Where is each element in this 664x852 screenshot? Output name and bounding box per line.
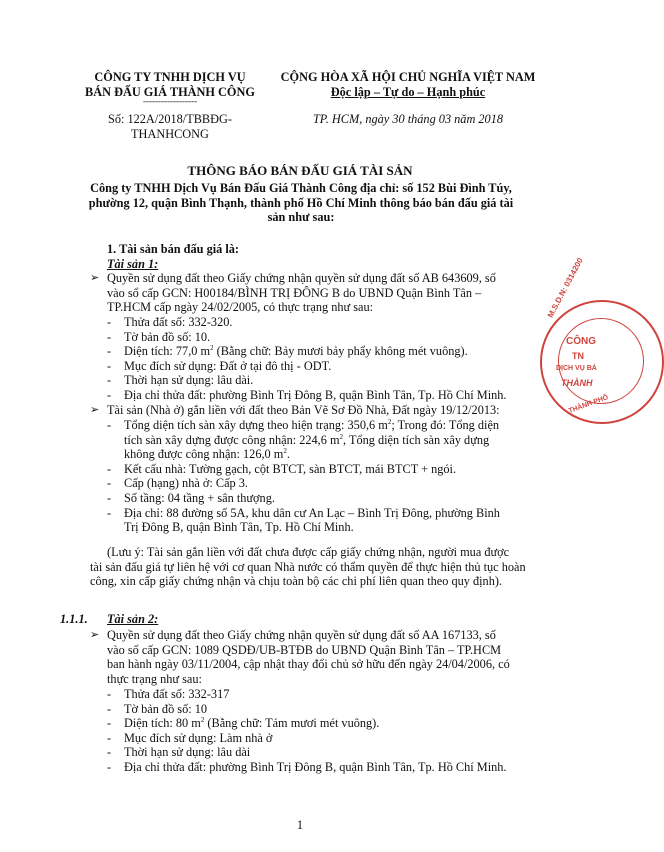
list-item bbox=[107, 687, 547, 702]
company-seal-inner-ring bbox=[558, 318, 644, 404]
seal-line5: THÀNH PHỐ bbox=[567, 394, 610, 415]
seal-line4: THÀNH bbox=[561, 378, 593, 388]
company-name-line1: CÔNG TY TNHH DỊCH VỤ bbox=[94, 70, 246, 84]
asset2-land-line3: ban hành ngày 03/11/2004, cập nhật thay đổi chủ sở hữu đến ngày 24/04/2006, có bbox=[107, 657, 510, 672]
list-item bbox=[107, 476, 547, 491]
arrow-bullet-icon: ➢ bbox=[90, 404, 100, 416]
dash-bullet: - bbox=[107, 490, 112, 505]
company-divider: ------------------ bbox=[143, 96, 197, 106]
list-item bbox=[107, 330, 547, 345]
intro-line1: Công ty TNHH Dịch Vụ Bán Đấu Giá Thành Công địa chỉ: số 152 Bùi Đình Túy, bbox=[90, 181, 512, 195]
asset2-plot: Thửa đất số: 332-317 bbox=[124, 687, 230, 701]
asset1-address: Địa chỉ thửa đất: phường Bình Trị Đông B, quận Bình Tân, Tp. Hồ Chí Minh. bbox=[124, 387, 507, 402]
dash-bullet: - bbox=[107, 476, 112, 491]
asset1-map: Tờ bản đồ số: 10. bbox=[124, 329, 211, 344]
list-item bbox=[107, 745, 547, 760]
asset1-term: Thời hạn sử dụng: lâu dài. bbox=[124, 373, 254, 388]
company-name bbox=[60, 70, 280, 99]
asset2-land-line4: thực trạng như sau: bbox=[107, 671, 202, 686]
asset1-purpose: Mục đích sử dụng: Đất ở tại đô thị - ODT. bbox=[124, 358, 332, 373]
intro-paragraph bbox=[70, 181, 532, 225]
seal-line1: CÔNG bbox=[566, 336, 596, 347]
asset2-land-line2: vào sổ cấp GCN: 1089 QSDĐ/UB-BTĐB do UBND Quận Bình Tân – TP.HCM bbox=[107, 642, 502, 657]
asset2-map: Tờ bản đồ số: 10 bbox=[124, 701, 208, 716]
doc-number-line2: THANHCONG bbox=[131, 126, 209, 141]
dash-bullet: - bbox=[107, 730, 112, 745]
asset2-purpose: Mục đích sử dụng: Làm nhà ở bbox=[124, 730, 273, 745]
house-grade: Cấp (hạng) nhà ở: Cấp 3. bbox=[124, 476, 248, 491]
house-floor-line2: tích sàn xây dựng được công nhận: 224,6 $m^2$, Tổng diện tích sàn xây dựng bbox=[124, 432, 490, 447]
section2-number: 1.1.1. bbox=[60, 612, 88, 626]
arrow-bullet-icon: ➢ bbox=[90, 629, 100, 641]
seal-ring-text: M.S.D.N: 0314200 bbox=[545, 256, 585, 320]
dash-bullet: - bbox=[107, 701, 112, 716]
intro-line2: phường 12, quận Bình Thạnh, thành phố Hồ Chí Minh thông báo bán đấu giá tài bbox=[88, 195, 514, 210]
house-title: Tài sản (Nhà ở) gắn liền với đất theo Bản Vẽ Sơ Đồ Nhà, Đất ngày 19/12/2013: bbox=[107, 403, 500, 417]
page-number: 1 bbox=[296, 818, 304, 832]
dash-bullet: - bbox=[107, 418, 112, 432]
house-structure: Kết cấu nhà: Tường gạch, cột BTCT, sàn BTCT, mái BTCT + ngói. bbox=[124, 461, 457, 476]
house-item bbox=[90, 403, 550, 418]
asset2-area: Diện tích: 80 $m^2$ (Bằng chữ: Tám mươi mét vuông). bbox=[124, 716, 380, 731]
asset1-area: Diện tích: 77,0 $m^2$ (Bằng chữ: Bảy mươi bảy phẩy không mét vuông). bbox=[124, 344, 468, 359]
dash-bullet: - bbox=[107, 373, 112, 388]
dash-bullet: - bbox=[107, 315, 112, 329]
issue-date: TP. HCM, ngày 30 tháng 03 năm 2018 bbox=[312, 112, 504, 126]
arrow-bullet-icon: ➢ bbox=[90, 272, 100, 284]
dash-bullet: - bbox=[107, 344, 112, 359]
house-address-line2: Trị Đông B, quận Bình Tân, Tp. Hồ Chí Minh. bbox=[124, 520, 354, 535]
asset2-land-item bbox=[90, 628, 550, 686]
dash-bullet: - bbox=[107, 358, 112, 373]
note-line3: công, xin cấp giấy chứng nhận và chịu toàn bộ các chi phí liên quan theo quy định). bbox=[90, 574, 503, 589]
intro-line3: sản như sau: bbox=[267, 210, 335, 225]
asset2-land-line1: Quyền sử dụng đất theo Giấy chứng nhận quyền sử dụng đất số AA 167133, số bbox=[107, 628, 496, 642]
dash-bullet: - bbox=[107, 759, 112, 774]
note-paragraph bbox=[90, 545, 550, 589]
list-item bbox=[107, 344, 547, 359]
asset2-details bbox=[107, 687, 547, 775]
dash-bullet: - bbox=[107, 745, 112, 760]
seal-line3: DỊCH VỤ BÁ bbox=[556, 365, 597, 372]
list-item bbox=[107, 373, 547, 388]
doc-number bbox=[60, 112, 280, 141]
asset1-land-line2: vào sổ cấp GCN: H00184/BÌNH TRỊ ĐÔNG B do UBND Quận Bình Tân – bbox=[107, 285, 482, 300]
house-details bbox=[107, 418, 547, 535]
asset1-plot: Thửa đất số: 332-320. bbox=[124, 315, 233, 329]
seal-line2: TN bbox=[572, 351, 584, 361]
note-line1: (Lưu ý: Tài sản gắn liền với đất chưa được cấp giấy chứng nhận, người mua được bbox=[107, 545, 510, 559]
note-line2: tài sản đấu giá tự liên hệ với cơ quan Nhà nước có thẩm quyền để thực hiện thủ tục hoàn bbox=[90, 559, 526, 574]
list-item bbox=[107, 359, 547, 374]
house-address-line1: Địa chỉ: 88 đường số 5A, khu dân cư An Lạc – Bình Trị Đông, phường Bình bbox=[124, 505, 500, 520]
dash-bullet: - bbox=[107, 387, 112, 402]
list-item bbox=[107, 702, 547, 717]
list-item bbox=[107, 716, 547, 731]
asset1-land-line3: TP.HCM cấp ngày 24/02/2005, có thực trạng như sau: bbox=[107, 300, 374, 315]
asset1-land-line1: Quyền sử dụng đất theo Giấy chứng nhận quyền sử dụng đất số AB 643609, số bbox=[107, 271, 496, 285]
list-item bbox=[107, 418, 547, 462]
dash-bullet: - bbox=[107, 687, 112, 701]
list-item bbox=[107, 315, 547, 330]
house-floor-line1: Tổng diện tích sàn xây dựng theo hiện trạng: 350,6 $m^2$; Trong đó: Tổng diện bbox=[124, 418, 500, 432]
asset1-label: Tài sản 1: bbox=[107, 257, 159, 271]
page-title: THÔNG BÁO BÁN ĐẤU GIÁ TÀI SẢN bbox=[187, 163, 413, 178]
list-item bbox=[107, 462, 547, 477]
list-item bbox=[107, 731, 547, 746]
house-floor-line3: không được công nhận: 126,0 $m^2$. bbox=[124, 447, 290, 462]
asset2-label: Tài sản 2: bbox=[107, 612, 159, 626]
house-floors: Số tầng: 04 tầng + sân thượng. bbox=[124, 490, 275, 505]
list-item bbox=[107, 491, 547, 506]
asset1-details bbox=[107, 315, 547, 403]
doc-number-line1: Số: 122A/2018/TBBĐG- bbox=[107, 112, 232, 126]
list-item bbox=[107, 506, 547, 535]
asset2-term: Thời hạn sử dụng: lâu dài bbox=[124, 745, 251, 760]
national-title: CỘNG HÒA XÃ HỘI CHỦ NGHĨA VIỆT NAM bbox=[280, 70, 536, 84]
company-name-line2: BÁN ĐẤU GIÁ THÀNH CÔNG bbox=[85, 84, 255, 99]
national-motto bbox=[258, 70, 558, 99]
list-item bbox=[107, 388, 547, 403]
company-seal bbox=[540, 256, 664, 424]
dash-bullet: - bbox=[107, 716, 112, 731]
dash-bullet: - bbox=[107, 329, 112, 344]
dash-bullet: - bbox=[107, 505, 112, 520]
asset2-address: Địa chỉ thửa đất: phường Bình Trị Đông B, quận Bình Tân, Tp. Hồ Chí Minh. bbox=[124, 759, 507, 774]
national-slogan: Độc lập – Tự do – Hạnh phúc bbox=[330, 84, 486, 99]
section1-heading: 1. Tài sản bán đấu giá là: bbox=[107, 242, 240, 256]
list-item bbox=[107, 760, 547, 775]
asset1-land-item bbox=[90, 271, 548, 315]
dash-bullet: - bbox=[107, 461, 112, 476]
